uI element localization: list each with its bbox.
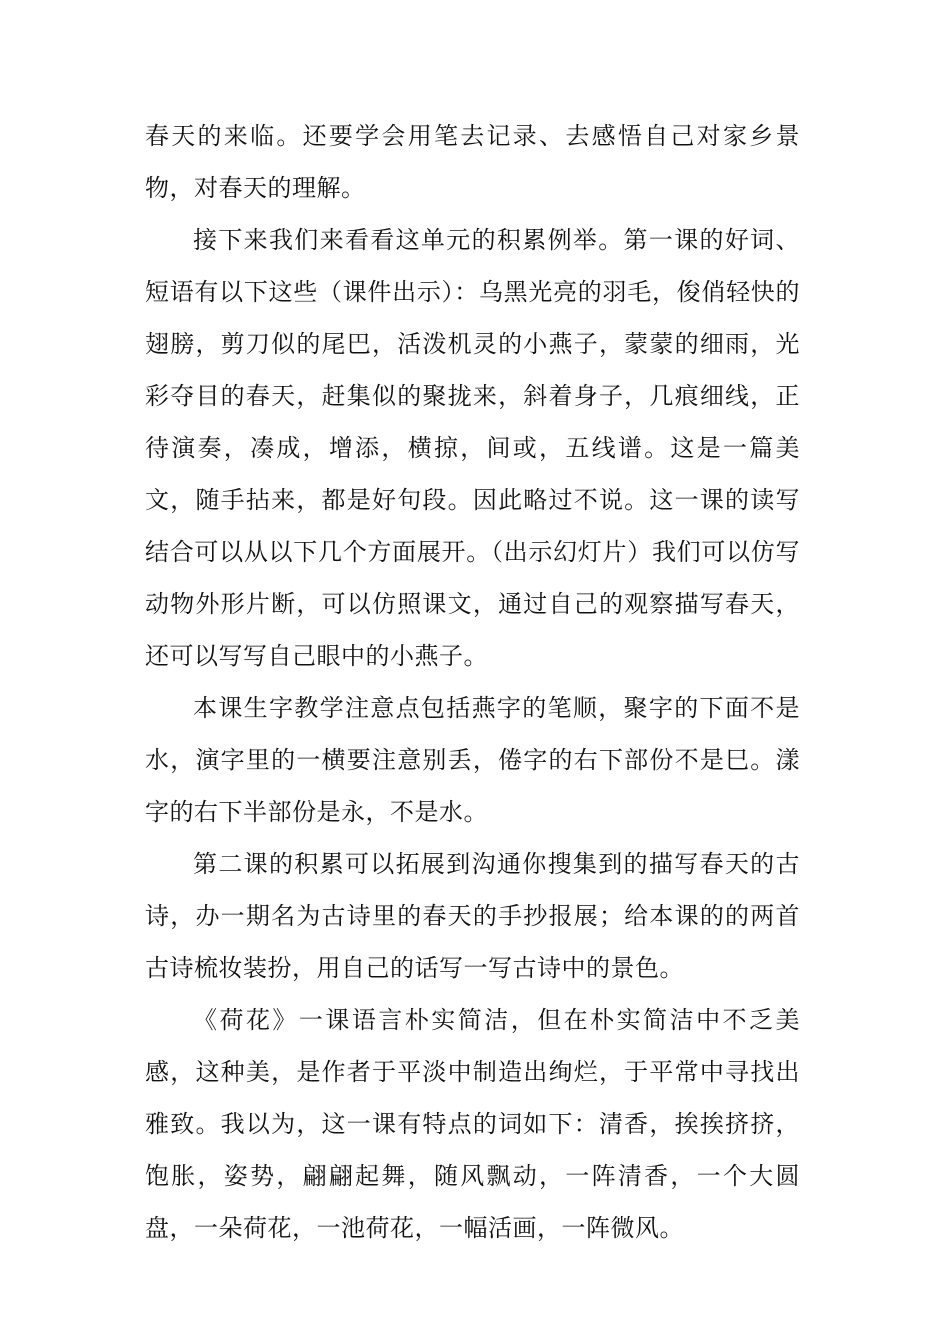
- paragraph-continuation: 春天的来临。还要学会用笔去记录、去感悟自己对家乡景物，对春天的理解。: [145, 122, 800, 202]
- paragraph-lesson-two: 第二课的积累可以拓展到沟通你搜集到的描写春天的古诗，办一期名为古诗里的春天的手抄报展；给本课的的两首古诗梳妆装扮，用自己的话写一写古诗中的景色。: [145, 850, 800, 982]
- paragraph-lotus-lesson: 《荷花》一课语言朴实简洁，但在朴实简洁中不乏美感，这种美，是作者于平淡中制造出绚烂，于平常中寻找出雅致。我以为，这一课有特点的词如下：清香，挨挨挤挤，饱胀，姿势，翩翩起舞，随风飘动，一阵清香，一个大圆盘，一朵荷花，一池荷花，一幅活画，一阵微风。: [145, 1006, 800, 1242]
- paragraph-accumulation-examples: 接下来我们来看看这单元的积累例举。第一课的好词、短语有以下这些（课件出示）：乌黑光亮的羽毛，俊俏轻快的翅膀，剪刀似的尾巴，活泼机灵的小燕子，蒙蒙的细雨，光彩夺目的春天，赶集似的聚拢来，斜着身子，几痕细线，正待演奏，凑成，增添，横掠，间或，五线谱。这是一篇美文，随手拈来，都是好句段。因此略过不说。这一课的读写结合可以从以下几个方面展开。（出示幻灯片）我们可以仿写动物外形片断，可以仿照课文，通过自己的观察描写春天，还可以写写自己眼中的小燕子。: [145, 226, 800, 670]
- paragraph-character-teaching: 本课生字教学注意点包括燕字的笔顺，聚字的下面不是水，演字里的一横要注意别丢，倦字的右下部份不是巳。漾字的右下半部份是永，不是水。: [145, 694, 800, 826]
- document-body: [145, 110, 800, 1254]
